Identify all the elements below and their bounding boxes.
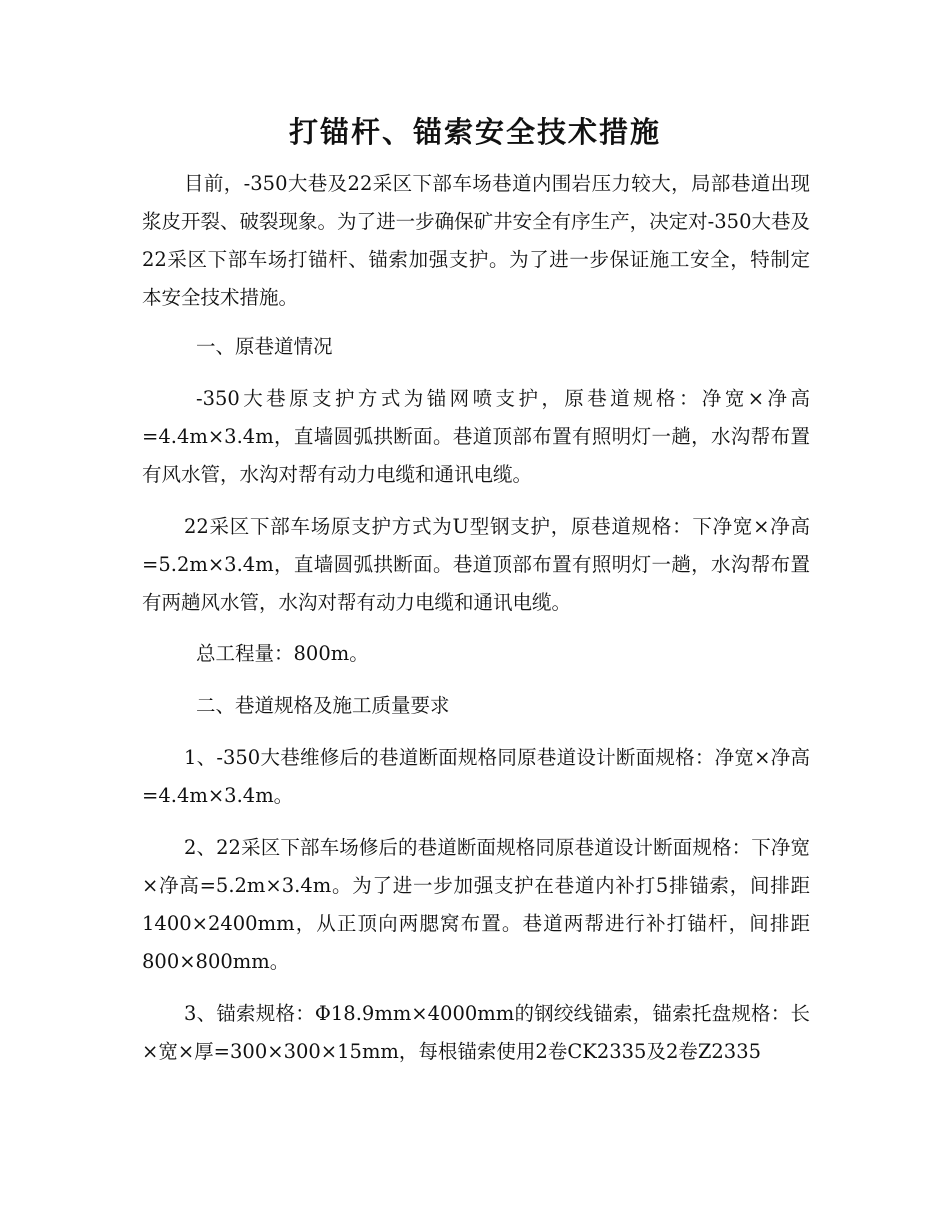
- requirement-item-2: 2、22采区下部车场修后的巷道断面规格同原巷道设计断面规格：下净宽×净高=5.2m×3.4m。为了进一步加强支护在巷道内补打5排锚索，间排距1400×2400mm，从正顶向两腮窝布置。巷道两帮进行补打锚杆，间排距800×800mm。: [142, 836, 810, 973]
- requirement-item-1: 1、-350大巷维修后的巷道断面规格同原巷道设计断面规格：净宽×净高=4.4m×3.4m。: [142, 746, 810, 807]
- section-1-heading: 一、原巷道情况: [196, 335, 333, 358]
- intro-paragraph: 目前，-350大巷及22采区下部车场巷道内围岩压力较大，局部巷道出现浆皮开裂、破裂现象。为了进一步确保矿井安全有序生产，决定对-350大巷及22采区下部车场打锚杆、锚索加强支护。为了进一步保证施工安全，特制定本安全技术措施。: [142, 172, 810, 309]
- total-workload: 总工程量：800m。: [196, 642, 369, 665]
- document-title: 打锚杆、锚索安全技术措施: [288, 115, 661, 149]
- requirement-item-3: 3、锚索规格：Φ18.9mm×4000mm的钢绞线锚索，锚索托盘规格：长×宽×厚=300×300×15mm，每根锚索使用2卷CK2335及2卷Z2335: [142, 1002, 810, 1063]
- section-1-paragraph-1: -350大巷原支护方式为锚网喷支护，原巷道规格：净宽×净高=4.4m×3.4m，直墙圆弧拱断面。巷道顶部布置有照明灯一趟，水沟帮布置有风水管，水沟对帮有动力电缆和通讯电缆。: [142, 387, 810, 486]
- section-2-heading: 二、巷道规格及施工质量要求: [196, 694, 450, 717]
- section-1-paragraph-2: 22采区下部车场原支护方式为U型钢支护，原巷道规格：下净宽×净高=5.2m×3.4m，直墙圆弧拱断面。巷道顶部布置有照明灯一趟，水沟帮布置有两趟风水管，水沟对帮有动力电缆和通讯电缆。: [142, 515, 810, 614]
